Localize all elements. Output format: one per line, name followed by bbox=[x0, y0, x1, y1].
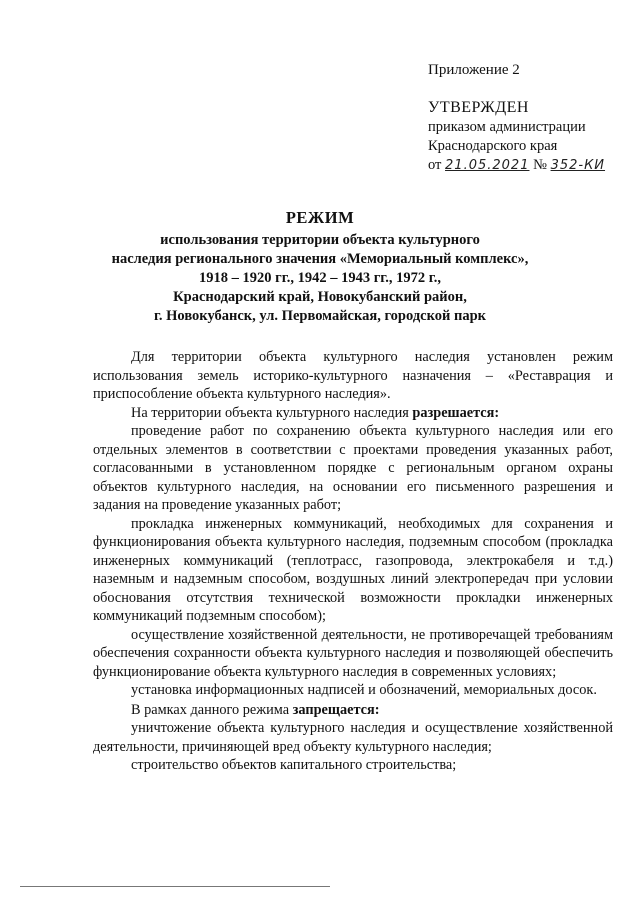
document-title bbox=[100, 208, 540, 326]
order-date-number bbox=[428, 156, 605, 175]
order-line-2: Краснодарского края bbox=[428, 138, 558, 154]
handwritten-number: 352-КИ bbox=[550, 158, 606, 173]
title-line-2: наследия регионального значения «Мемориальный комплекс», bbox=[111, 251, 529, 267]
number-label: № bbox=[533, 157, 547, 173]
approval-stamp bbox=[428, 98, 605, 175]
paragraph-forbidden-destruction: уничтожение объекта культурного наследия и осуществление хозяйственной деятельности, причиняющей вред объекту культурного наследия; bbox=[93, 720, 613, 755]
handwritten-date: 21.05.2021 bbox=[445, 158, 530, 173]
paragraph-allowed-activity: осуществление хозяйственной деятельности, не противоречащей требованиям обеспечения сохранности объекта культурного наследия и позволяющей обеспечить функционирование объекта культурного наследия в современных условиях; bbox=[93, 626, 613, 680]
paragraph-forbidden-heading bbox=[93, 701, 613, 720]
paragraph-allowed-utilities: прокладка инженерных коммуникаций, необходимых для сохранения и функционирования объекта культурного наследия, подземным способом (прокладка инженерных коммуникаций (теплотрасс, газопровода, электрокабеля и т.д.) наземным и надземным способом, воздушных линий электропередач при условии обоснования отсутствия технической возможности прокладки инженерных коммуникаций подземным способом); bbox=[93, 515, 613, 624]
paragraph-forbidden-construction: строительство объектов капитального строительства; bbox=[131, 757, 457, 773]
forbidden-keyword: запрещается: bbox=[292, 701, 380, 718]
title-line-5: г. Новокубанск, ул. Первомайская, городской парк bbox=[153, 308, 487, 324]
from-label: от bbox=[428, 157, 442, 173]
title-line-4: Краснодарский край, Новокубанский район, bbox=[173, 289, 467, 305]
order-line-1: приказом администрации bbox=[428, 119, 586, 135]
paragraph-allowed-works: проведение работ по сохранению объекта культурного наследия или его отдельных элементов в соответствии с проектами проведения указанных работ, согласованными в установленном порядке с региональным органом охраны объектов культурного наследия, на основании его письменного разрешения и задания на проведение указанных работ; bbox=[93, 423, 613, 513]
forbidden-intro: В рамках данного режима bbox=[131, 701, 290, 718]
document-body bbox=[93, 348, 613, 775]
title-line-1: использования территории объекта культурного bbox=[160, 232, 480, 248]
approved-heading: УТВЕРЖДЕН bbox=[428, 99, 529, 116]
paragraph-allowed-signs: установка информационных надписей и обозначений, мемориальных досок. bbox=[131, 682, 597, 698]
scan-edge-line bbox=[20, 886, 330, 887]
paragraph-allowed-heading bbox=[93, 404, 613, 423]
allowed-keyword: разрешается: bbox=[412, 404, 500, 421]
title-line-3: 1918 – 1920 гг., 1942 – 1943 гг., 1972 г., bbox=[199, 270, 441, 286]
appendix-label: Приложение 2 bbox=[428, 62, 520, 78]
paragraph-regime: Для территории объекта культурного наследия установлен режим использования земель историко-культурного назначения – «Реставрация и приспособление объекта культурного наследия». bbox=[93, 349, 613, 402]
allowed-intro: На территории объекта культурного наследия bbox=[131, 404, 409, 421]
title-main: РЕЖИМ bbox=[285, 208, 355, 227]
